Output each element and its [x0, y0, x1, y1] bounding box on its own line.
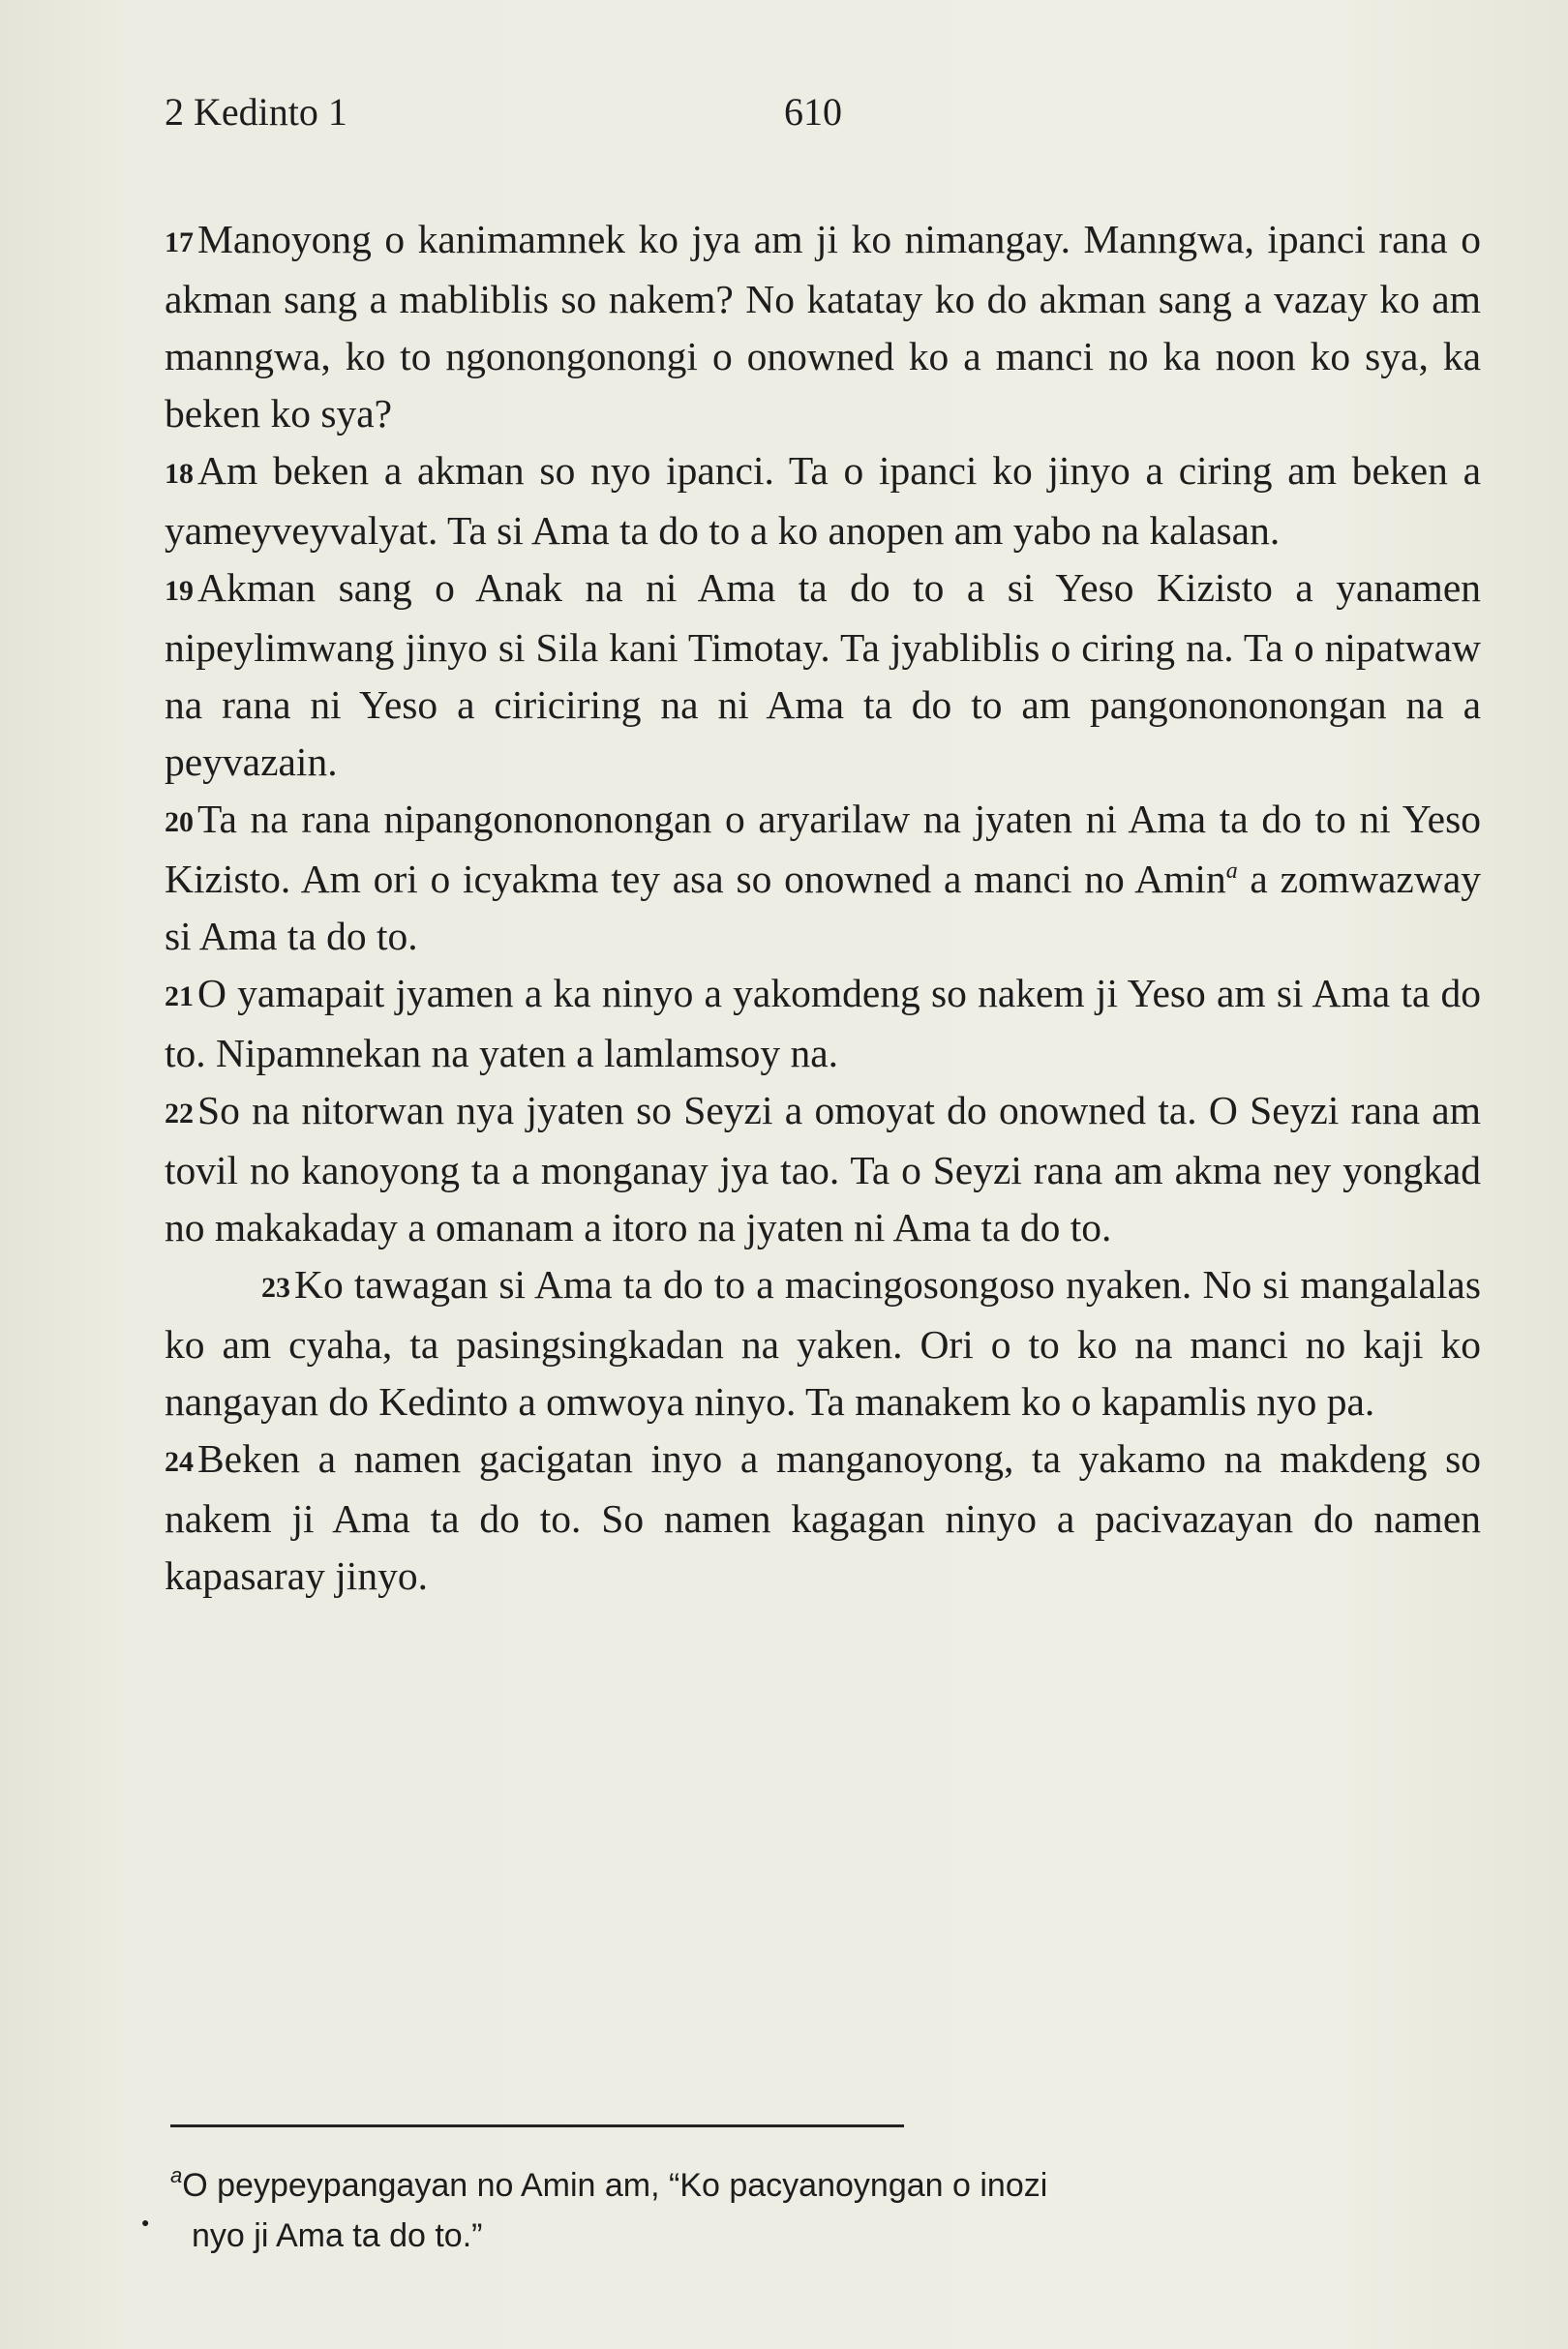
verse-text: So na nitorwan nya jyaten so Seyzi a omoyat do onowned ta. O Seyzi rana am tovil no kanoyong ta a monganay jya tao. Ta o Seyzi rana am akma ney yongkad no makakaday a omanam a itoro na jyaten ni Ama ta do to. [165, 1088, 1481, 1250]
footnote [170, 2151, 1380, 2261]
page-header [165, 89, 1403, 147]
footnote-divider [170, 2124, 904, 2127]
verse-number: 21 [165, 980, 194, 1012]
verse-19 [165, 559, 1481, 791]
verse-number: 17 [165, 226, 194, 258]
verse-number: 23 [261, 1272, 290, 1304]
verse-text: Manoyong o kanimamnek ko jya am ji ko nimangay. Manngwa, ipanci rana o akman sang a mabliblis so nakem? No katatay ko do akman sang a vazay ko am manngwa, ko to ngonongonongi o onowned ko a manci no ka noon ko sya, ka beken ko sya? [165, 217, 1481, 436]
verse-23 [165, 1256, 1481, 1430]
verse-number: 22 [165, 1098, 194, 1129]
verse-18 [165, 442, 1481, 559]
verse-number: 20 [165, 806, 194, 838]
footnote-label: a [170, 2163, 183, 2187]
verse-21 [165, 965, 1481, 1082]
verse-text: O yamapait jyamen a ka ninyo a yakomdeng so nakem ji Yeso am si Ama ta do to. Nipamnekan na yaten a lamlamsoy na. [165, 971, 1481, 1075]
running-title: 2 Kedinto 1 [165, 90, 347, 134]
verse-text: Beken a namen gacigatan inyo a manganoyong, ta yakamo na makdeng so nakem ji Ama ta do to. So namen kagagan ninyo a pacivazayan do namen kapasaray jinyo. [165, 1436, 1481, 1598]
footnote-line-2 [170, 2211, 1380, 2261]
scripture-body [165, 211, 1481, 1605]
footnote-text-1: O peypeypangayan no Amin am, “Ko pacyanoyngan o inozi [182, 2167, 1048, 2204]
footnote-text-2: nyo ji Ama ta do to.” [192, 2217, 483, 2254]
verse-text: Ko tawagan si Ama ta do to a macingosongoso nyaken. No si mangalalas ko am cyaha, ta pasingsingkadan na yaken. Ori o to ko na manci no kaji ko nangayan do Kedinto a omwoya ninyo. Ta manakem ko o kapamlis nyo pa. [165, 1262, 1481, 1424]
verse-22 [165, 1082, 1481, 1256]
verse-number: 18 [165, 458, 194, 490]
verse-20 [165, 791, 1481, 965]
verse-24 [165, 1430, 1481, 1605]
verse-text: Akman sang o Anak na ni Ama ta do to a si Yeso Kizisto a yanamen nipeylimwang jinyo si Sila kani Timotay. Ta jyabliblis o ciring na. Ta o nipatwaw na rana ni Yeso a ciriciring na ni Ama ta do to am pangonononongan na a peyvazain. [165, 565, 1481, 784]
margin-dot: ● [141, 2216, 150, 2231]
verse-17 [165, 211, 1481, 442]
verse-number: 24 [165, 1446, 194, 1478]
verse-number: 19 [165, 575, 194, 607]
verse-text: Ta na rana nipangonononongan o aryarilaw na jyaten ni Ama ta do to ni Yeso Kizisto. Am ori o icyakma tey asa so onowned a manci no Amin [165, 797, 1481, 901]
page-number: 610 [784, 90, 842, 134]
footnote-marker[interactable]: a [1225, 858, 1238, 885]
footnote-line-1 [170, 2151, 1380, 2211]
verse-text-continued: a zomwazway si Ama ta do to. [165, 857, 1481, 958]
verse-text: Am beken a akman so nyo ipanci. Ta o ipanci ko jinyo a ciring am beken a yameyveyvalyat. Ta si Ama ta do to a ko anopen am yabo na kalasan. [165, 448, 1481, 553]
